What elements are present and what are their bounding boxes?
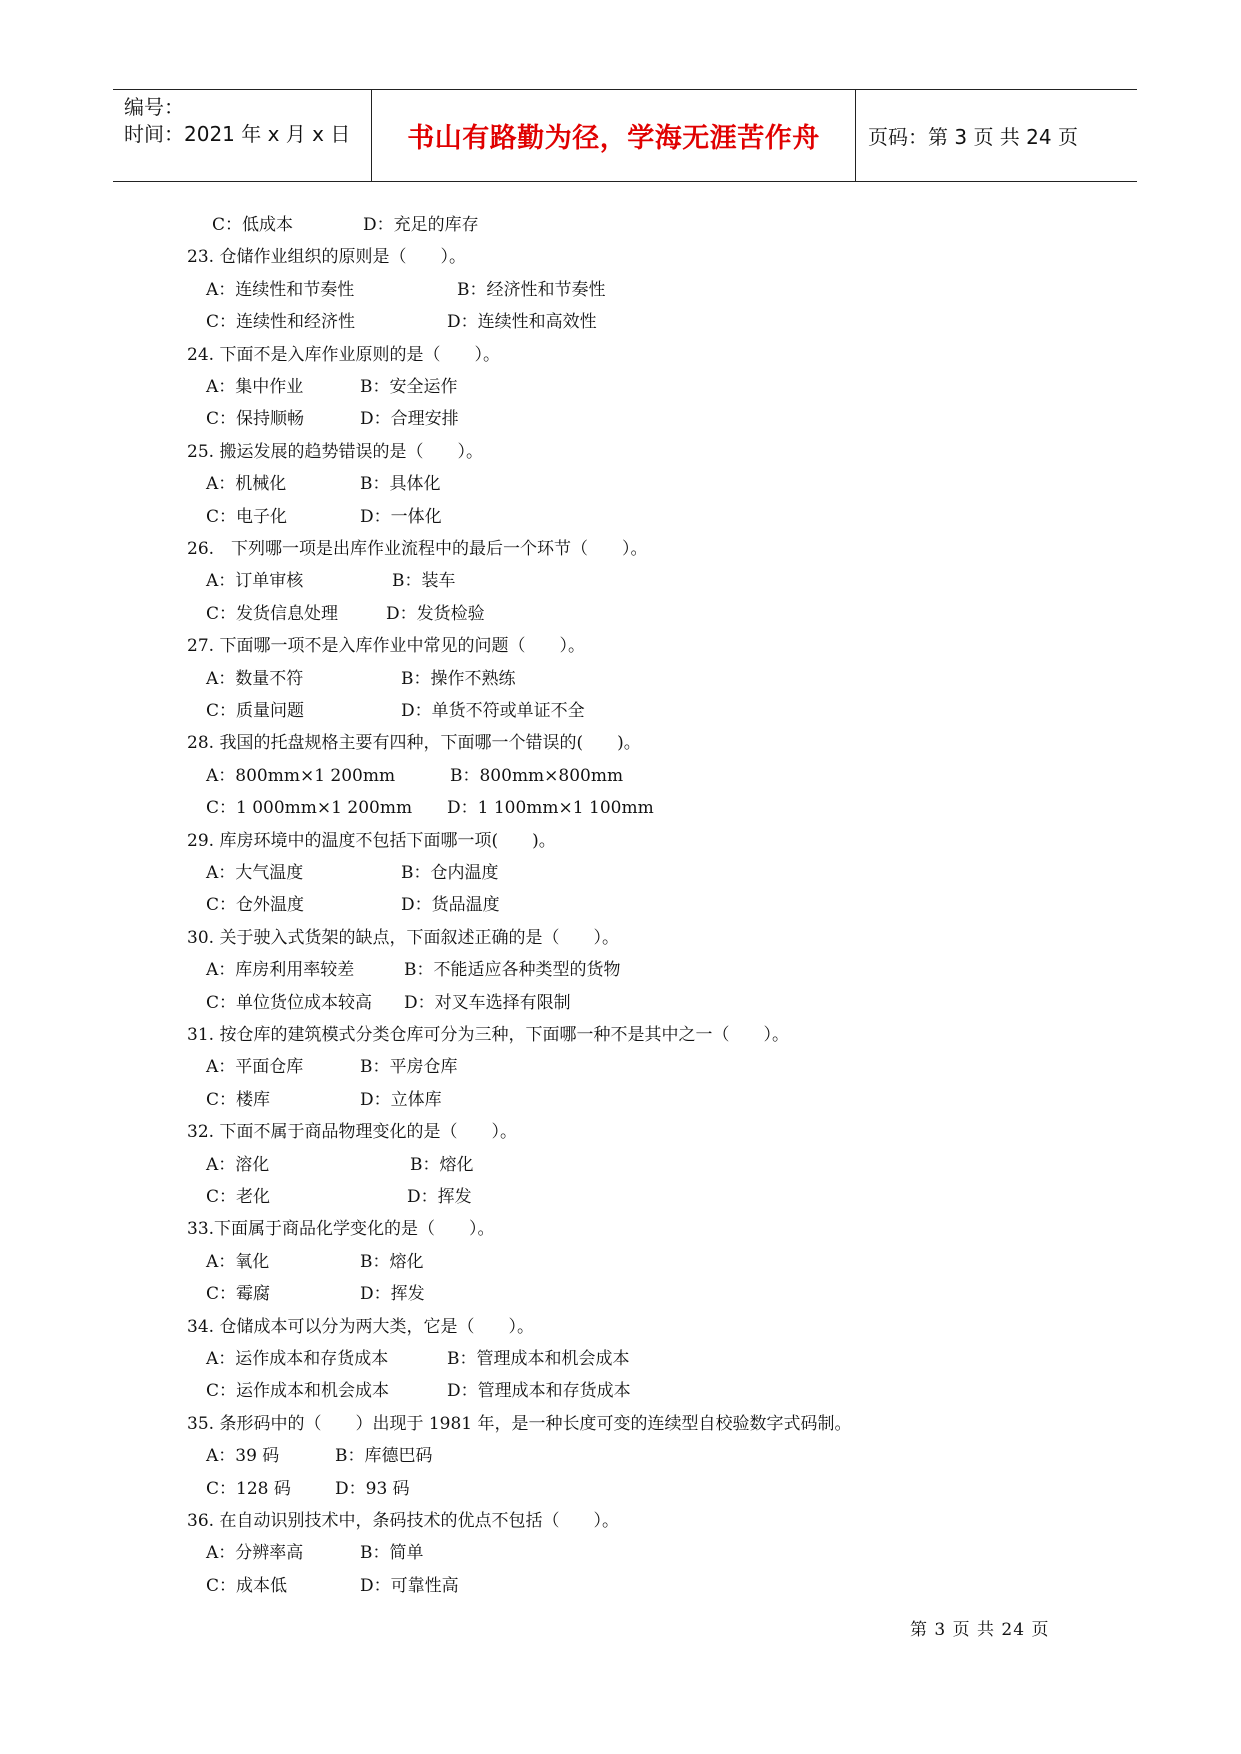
- option-b: B：库德巴码: [335, 1446, 433, 1467]
- option-b: B：具体化: [360, 474, 441, 495]
- question-stem: 25. 搬运发展的趋势错误的是（ ）。: [187, 441, 483, 462]
- option-a: A：机械化: [206, 474, 287, 495]
- option-d: D：合理安排: [360, 409, 459, 430]
- option-c: C：发货信息处理: [206, 603, 339, 624]
- question-stem: 36. 在自动识别技术中，条码技术的优点不包括（ ）。: [187, 1511, 619, 1531]
- option-b: B：安全运作: [360, 377, 458, 397]
- option-b: B：装车: [392, 571, 456, 592]
- option-c: C：质量问题: [206, 701, 305, 721]
- question-stem: 31. 按仓库的建筑模式分类仓库可分为三种，下面哪一种不是其中之一（ ）。: [187, 1025, 789, 1045]
- option-b: B：熔化: [410, 1154, 474, 1175]
- question-stem: 32. 下面不属于商品物理变化的是（ ）。: [187, 1122, 517, 1143]
- option-d: D：连续性和高效性: [447, 312, 597, 333]
- option-b: B：仓内温度: [401, 863, 499, 883]
- option-a: A：库房利用率较差: [206, 960, 355, 981]
- header-meta: [113, 90, 372, 181]
- question-stem: 35. 条形码中的（ ）出现于 1981 年，是一种长度可变的连续型自校验数字式码制。: [187, 1413, 852, 1434]
- option-c: C：成本低: [206, 1575, 288, 1596]
- option-a: A：氧化: [206, 1251, 270, 1272]
- option-b: B：操作不熟练: [401, 668, 516, 689]
- question-stem: 27. 下面哪一项不是入库作业中常见的问题（ ）。: [187, 636, 585, 657]
- option-c: C：仓外温度: [206, 895, 305, 916]
- option-c: C：运作成本和机会成本: [206, 1381, 390, 1402]
- option-d: D：单货不符或单证不全: [401, 701, 585, 721]
- option-a: A：数量不符: [206, 668, 304, 689]
- option-a: A：分辨率高: [206, 1543, 304, 1564]
- option-d: D：货品温度: [401, 895, 500, 916]
- option-a: A：39 码: [206, 1446, 280, 1467]
- option-d: D：充足的库存: [363, 215, 479, 235]
- option-b: B：不能适应各种类型的货物: [404, 960, 621, 981]
- option-d: D：对叉车选择有限制: [404, 992, 571, 1013]
- question-stem: 34. 仓储成本可以分为两大类，它是（ ）。: [187, 1316, 534, 1337]
- option-d: D：挥发: [407, 1187, 472, 1207]
- option-d: D：可靠性高: [360, 1575, 459, 1596]
- option-c: C：老化: [206, 1187, 271, 1207]
- option-b: B：平房仓库: [360, 1057, 458, 1078]
- option-c: C：128 码: [206, 1478, 291, 1499]
- option-a: A：连续性和节奏性: [206, 279, 355, 300]
- option-c: C：楼库: [206, 1089, 271, 1110]
- option-b: B：简单: [360, 1543, 424, 1564]
- option-c: C：1 000mm×1 200mm: [206, 798, 413, 819]
- header-motto: 书山有路勤为径，学海无涯苦作舟: [372, 90, 856, 181]
- option-d: D：挥发: [360, 1284, 425, 1305]
- document-number-label: 编号：: [124, 95, 184, 119]
- page-header: [113, 89, 1137, 182]
- option-a: A：运作成本和存货成本: [206, 1349, 389, 1369]
- question-stem: 30. 关于驶入式货架的缺点，下面叙述正确的是（ ）。: [187, 927, 619, 948]
- question-stem: 29. 库房环境中的温度不包括下面哪一项( )。: [187, 830, 556, 851]
- option-a: A：800mm×1 200mm: [206, 765, 396, 786]
- option-b: B：800mm×800mm: [450, 765, 624, 786]
- question-stem: 26. 下列哪一项是出库作业流程中的最后一个环节（ ）。: [187, 539, 648, 559]
- question-stem: 33.下面属于商品化学变化的是（ ）。: [187, 1219, 495, 1240]
- question-stem: 23. 仓储作业组织的原则是（ ）。: [187, 247, 466, 268]
- question-stem: 24. 下面不是入库作业原则的是（ ）。: [187, 344, 500, 365]
- option-d: D：发货检验: [386, 603, 485, 624]
- option-d: D：93 码: [335, 1478, 410, 1499]
- option-d: D：1 100mm×1 100mm: [447, 798, 654, 819]
- option-a: A：大气温度: [206, 863, 304, 883]
- page-footer: 第 3 页 共 24 页: [910, 1620, 1050, 1640]
- option-c: C：电子化: [206, 506, 288, 527]
- option-b: B：熔化: [360, 1251, 424, 1272]
- option-d: D：一体化: [360, 506, 442, 527]
- option-c: C：连续性和经济性: [206, 312, 356, 333]
- option-c: C：单位货位成本较高: [206, 992, 373, 1013]
- option-c: C：低成本: [212, 215, 294, 235]
- option-c: C：保持顺畅: [206, 409, 305, 430]
- option-b: B：经济性和节奏性: [457, 279, 606, 300]
- option-d: D：管理成本和存货成本: [447, 1381, 631, 1402]
- option-d: D：立体库: [360, 1089, 442, 1110]
- header-page-label: 页码：第 3 页 共 24 页: [868, 125, 1078, 149]
- option-a: A：订单审核: [206, 571, 304, 592]
- document-time-label: 时间：2021 年 x 月 x 日: [124, 122, 351, 146]
- option-c: C：霉腐: [206, 1284, 271, 1305]
- question-stem: 28. 我国的托盘规格主要有四种，下面哪一个错误的( )。: [187, 733, 641, 754]
- option-a: A：平面仓库: [206, 1057, 304, 1078]
- option-b: B：管理成本和机会成本: [447, 1349, 630, 1369]
- option-a: A：集中作业: [206, 377, 304, 397]
- option-a: A：溶化: [206, 1154, 270, 1175]
